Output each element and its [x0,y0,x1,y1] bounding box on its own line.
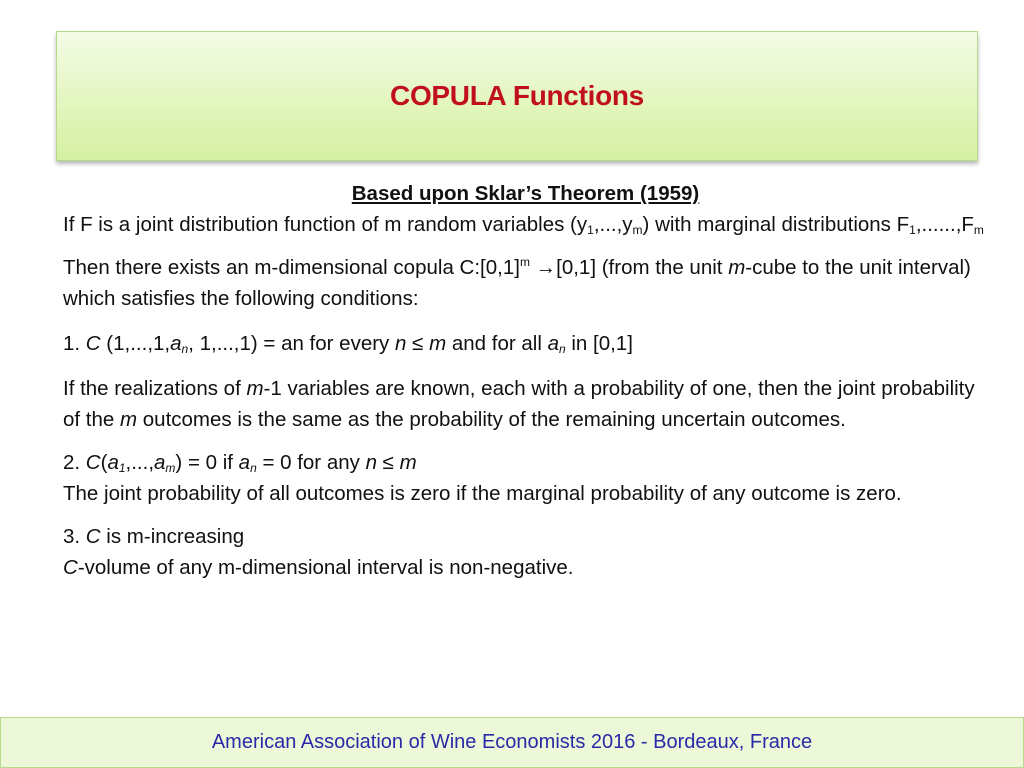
slide-title: COPULA Functions [390,80,644,111]
condition-1: 1. C ($1,...,1,a_n$, 1,...,1) = an for every n ≤ m and for all $a_n$ in [0,1] [63,332,633,356]
condition-1-explanation: If the realizations of m-1 variables are known, each with a probability of one, then the joint probability of the m outcomes is the same as the probability of the remaining uncertain outcomes. [63,377,975,431]
paragraph-copula: Then there exists an m-dimensional copula $C:[0,1]^m \to[0,1]$ (from the unit m-cube to the unit interval) which satisfies the following conditions: [63,255,971,310]
condition-3-explanation: C-volume of any m-dimensional interval is non-negative. [63,556,574,579]
slide-body [63,178,988,583]
paragraph-definition: If F is a joint distribution function of m random variables $(y_1,...,y_m)$ with marginal distributions $F_1,......,F_m$ [63,213,984,237]
condition-2: 2. $C(a_1,...,a_m) = 0$ if $a_n = 0$ for any n ≤ m [63,451,417,475]
condition-3: 3. C is m-increasing [63,525,245,548]
theorem-heading: Based upon Sklar’s Theorem (1959) [351,182,700,205]
title-banner [56,31,978,161]
condition-2-explanation: The joint probability of all outcomes is zero if the marginal probability of any outcome is zero. [63,482,902,505]
footer-text: American Association of Wine Economists 2016 - Bordeaux, France [211,731,813,753]
footer-bar [0,717,1024,768]
